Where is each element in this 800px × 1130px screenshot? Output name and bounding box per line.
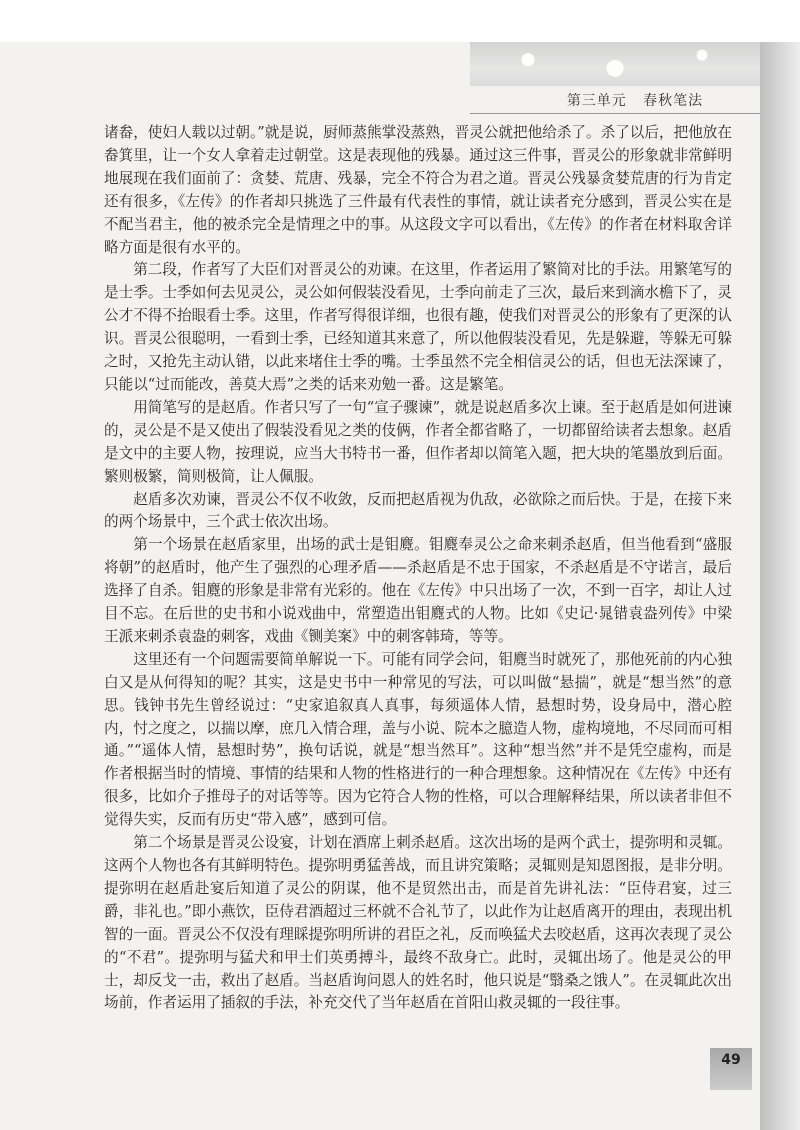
header-ornament	[470, 42, 760, 86]
paragraph-5: 第一个场景在赵盾家里，出场的武士是钼麑。钼麑奉灵公之命来刺杀赵盾，但当他看到“盛服将朝”的赵盾时，他产生了强烈的心理矛盾——杀赵盾是不忠于国家，不杀赵盾是不守诺言，最后选择了自杀。钼麑的形象是非常有光彩的。他在《左传》中只出场了一次，不到一百字，却让人过目不忘。在后世的史书和小说戏曲中，常塑造出钼麑式的人物。比如《史记·晁错袁盎列传》中梁王派来刺杀袁盎的刺客，戏曲《铡美案》中的刺客韩琦，等等。	[104, 536, 732, 645]
page-number: 49	[721, 1052, 741, 1068]
header-rule	[470, 113, 760, 114]
paragraph-4: 赵盾多次劝谏，晋灵公不仅不收敛，反而把赵盾视为仇敌，必欲除之而后快。于是，在接下来的两个场景中，三个武士依次出场。	[104, 490, 732, 531]
paragraph-1: 诸畚，使妇人载以过朝。”就是说，厨师蒸熊掌没蒸熟，晋灵公就把他给杀了。杀了以后，把他放在畚箕里，让一个女人拿着走过朝堂。这是表现他的残暴。通过这三件事，晋灵公的形象就非常鲜明地展现在我们面前了：贪婪、荒唐、残暴，完全不符合为君之道。晋灵公残暴贪婪荒唐的行为肯定还有很多，《左传》的作者却只挑选了三件最有代表性的事情，就让读者充分感到，晋灵公实在是不配当君主，他的被杀完全是情理之中的事。从这段文字可以看出，《左传》的作者在材料取舍详略方面是很有水平的。	[104, 124, 732, 256]
paragraph-7: 第二个场景是晋灵公设宴，计划在酒席上刺杀赵盾。这次出场的是两个武士，提弥明和灵辄。这两个人物也各有其鲜明特色。提弥明勇猛善战，而且讲究策略；灵辄则是知恩图报，是非分明。提弥明在赵盾赴宴后知道了灵公的阴谋，他不是贸然出击，而是首先讲礼法：“臣侍君宴，过三爵，非礼也。”即小燕饮，臣侍君酒超过三杯就不合礼节了，以此作为让赵盾离开的理由，表现出机智的一面。晋灵公不仅没有理睬提弥明所讲的君臣之礼，反而唤猛犬去咬赵盾，这再次表现了灵公的“不君”。提弥明与猛犬和甲士们英勇搏斗，最终不敌身亡。此时，灵辄出场了。他是灵公的甲士，却反戈一击，救出了赵盾。当赵盾询问恩人的姓名时，他只说是“翳桑之饿人”。在灵辄此次出场前，作者运用了插叙的手法，补充交代了当年赵盾在首阳山救灵辄的一段往事。	[104, 834, 732, 1012]
header-title: 春秋笔法	[643, 93, 704, 109]
body-text	[104, 122, 732, 1015]
top-margin	[0, 0, 800, 42]
running-header	[520, 90, 750, 110]
page-edge-strip	[760, 42, 800, 1130]
paragraph-6: 这里还有一个问题需要简单解说一下。可能有同学会问，钼麑当时就死了，那他死前的内心独白又是从何得知的呢？其实，这是史书中一种常见的写法，可以叫做“悬揣”，就是“想当然”的意思。钱钟书先生曾经说过：“史家追叙真人真事，每须遥体人情，悬想时势，设身局中，潜心腔内，忖之度之，以揣以摩，庶几入情合理，盖与小说、院本之臆造人物，虚构境地，不尽同而可相通。”“遥体人情，悬想时势”，换句话说，就是“想当然耳”。这种“想当然”并不是凭空虚构，而是作者根据当时的情境、事情的结果和人物的性格进行的一种合理想象。这种情况在《左传》中还有很多，比如介子推母子的对话等等。因为它符合人物的性格，可以合理解释结果，所以读者非但不觉得失实，反而有历史“带入感”，感到可信。	[104, 650, 732, 829]
paragraph-3: 用简笔写的是赵盾。作者只写了一句“宣子骤谏”，就是说赵盾多次上谏。至于赵盾是如何进谏的，灵公是不是又使出了假装没看见之类的伎俩，作者全都省略了，一切都留给读者去想象。赵盾是文中的主要人物，按理说，应当大书特书一番，但作者却以简笔入题，把大块的笔墨放到后面。繁则极繁，简则极简，让人佩服。	[104, 398, 732, 485]
header-unit: 第三单元	[566, 93, 627, 109]
paragraph-2: 第二段，作者写了大臣们对晋灵公的劝谏。在这里，作者运用了繁简对比的手法。用繁笔写的是士季。士季如何去见灵公，灵公如何假装没看见，士季向前走了三次，最后来到滴水檐下了，灵公才不得不抬眼看士季。这里，作者写得很详细，也很有趣，使我们对晋灵公的形象有了更深的认识。晋灵公很聪明，一看到士季，已经知道其来意了，所以他假装没看见，先是躲避，等躲无可躲之时，又抢先主动认错，以此来堵住士季的嘴。士季虽然不完全相信灵公的话，但也无法深谏了，只能以“过而能改，善莫大焉”之类的话来劝勉一番。这是繁笔。	[104, 261, 732, 393]
